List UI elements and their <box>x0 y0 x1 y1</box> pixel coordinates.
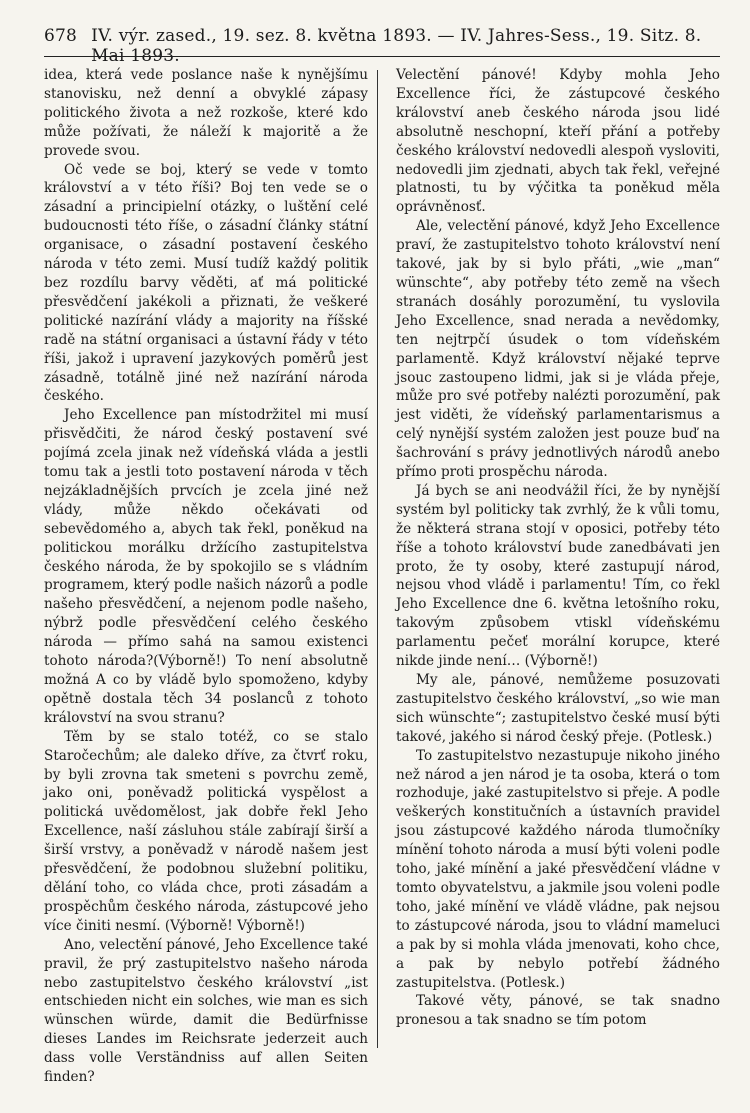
page-number: 678 <box>44 26 78 46</box>
text-columns <box>44 66 720 1087</box>
header-rule <box>44 56 720 57</box>
right-column <box>396 66 720 1087</box>
page-header <box>44 26 720 66</box>
paragraph: Ano, velectění pánové, Jeho Excellence také pravil, že prý zastupitelstvo našeho národa nebo zastupitelstvo českého království „ist entschieden nicht ein solches, wie man es sich wünschen würde, damit die Bedürfnisse dieses Landes im Reichsrate jederzeit auch dass volle Verständniss auf allen Seiten finden? <box>44 936 368 1086</box>
paragraph: Já bych se ani neodvážil říci, že by nynější systém byl politicky tak zvrhlý, že k vůli tomu, že některá strana stojí v oposici, potřeby této říše a tohoto království bude zanedbávati jen proto, že ty osoby, které zastupují národ, nejsou vhod vládě i parlamentu! Tím, co řekl Jeho Excellence dne 6. května letošního roku, takovým způsobem vtiskl vídeňskému parlamentu pečeť morální korupce, které nikde jinde není… (Výborně!) <box>396 482 720 670</box>
paragraph: Oč vede se boj, který se vede v tomto království a v této říši? Boj ten vede se o zásadní a principielní otázky, o luštění celé budoucnosti této říše, o zásadní články státní organisace, o zásadní postavení českého národa v této zemi. Musí tudíž každý politik bez rozdílu barvy věděti, ať má politické přesvědčení jakékoli a přiznati, že veškeré politické nazírání vlády a majority na říšské radě na státní organisaci a ústavní řády v této říši, jakož i upravení jazykových poměrů jest zásadně, totálně jiné než nazírání národa českého. <box>44 161 368 405</box>
paragraph: To zastupitelstvo nezastupuje nikoho jiného než národ a jen národ je ta osoba, která o tom rozhoduje, jaké zastupitelstvo si přeje. A podle veškerých konstitučních a ústavních pravidel jsou zástupcové každého národa tlumočníky mínění tohoto národa a musí býti voleni podle toho, jaké mínění a jaké přesvědčení vládne v tomto obyvatelstvu, a jakmile jsou voleni podle toho, jaké mínění ve vládě vládne, pak nejsou to zástupcové národa, jsou to vládní mameluci a pak by si mohla vláda jmenovati, koho chce, a pak by nebylo potřebí žádného zastupitelstva. (Potlesk.) <box>396 747 720 991</box>
paragraph: idea, která vede poslance naše k nynějšímu stanovisku, než denní a obvyklé zápasy politického života a než rozkoše, které kdo může požívati, že náleží k majoritě a že provede svou. <box>44 67 368 159</box>
paragraph: My ale, pánové, nemůžeme posuzovati zastupitelstvo českého království, „so wie man sich wünschte“; zastupitelstvo české musí býti takové, jakého si národ český přeje. (Potlesk.) <box>396 672 720 745</box>
paragraph: Velectění pánové! Kdyby mohla Jeho Excellence říci, že zástupcové českého království aneb českého národa jsou lidé absolutně neschopní, kteří přání a potřeby českého království nedovedli alespoň vysloviti, nedovedli jim zjednati, abych tak řekl, veřejné platnosti, tu by výčitka ta poněkud měla oprávněnosť. <box>396 67 720 216</box>
paragraph: Takové věty, pánové, se tak snadno pronesou a tak snadno se tím potom <box>396 993 720 1029</box>
paragraph: Těm by se stalo totéž, co se stalo Staročechům; ale daleko dříve, za čtvrť roku, by byli zrovna tak smeteni s povrchu země, jako oni, poněvadž politická vyspělost a politická uvědomělost, jak dobře řekl Jeho Excellence, naší zásluhou stále zabírají širší a širší vrstvy, a poněvadž v národě našem jest přesvědčení, že podobnou služební politiku, dělání toho, co vláda chce, proti zásadám a prospěchům českého národa, zástupcové jeho více činiti nesmí. (Výborně! Výborně!) <box>44 728 368 934</box>
paragraph: Jeho Excellence pan místodržitel mi musí přisvědčiti, že národ český postavení své pojímá zcela jinak než vídeňská vláda a jestli tomu tak a jestli toto postavení národa v těch nejzákladnějších prvcích je zcela jiné než vlády, může někdo očekávati od sebevědomého a, abych tak řekl, poněkud na politickou morálku držícího zastupitelstva českého národa, že by spokojilo se s vládním programem, který podle našich názorů a podle našeho přesvědčení, a nejenom podle našeho, nýbrž podle přesvědčení celého českého národa — přímo sahá na samou existenci tohoto národa?(Výborně!) To není absolutně možná A co by vládě bylo spomoženo, kdyby opětně dostala těch 34 poslanců z tohoto království na svou stranu? <box>44 407 368 726</box>
paragraph: Ale, velectění pánové, když Jeho Excellence praví, že zastupitelstvo tohoto království není takové, jak by si bylo přáti, „wie „man“ wünschte“, aby potřeby této země na všech stranách dosáhly porozumění, tu vyslovila Jeho Excellence, snad nerada a nevědomky, ten nejtrpčí úsudek o tom vídeňském parlamentě. Když království nějaké teprve jsouc zastoupeno lidmi, jak si je vláda přeje, může pro své potřeby nalézti porozumění, pak jest viděti, že vídeňský parlamentarismus a celý nynější systém založen jest pouze buď na šachrování s právy jednotlivých národů anebo přímo proti prospěchu národa. <box>396 218 720 481</box>
header-title: IV. výr. zased., 19. sez. 8. května 1893. — IV. Jahres-Sess., 19. Sitz. 8. Mai 1893. <box>91 26 702 66</box>
left-column <box>44 66 368 1087</box>
